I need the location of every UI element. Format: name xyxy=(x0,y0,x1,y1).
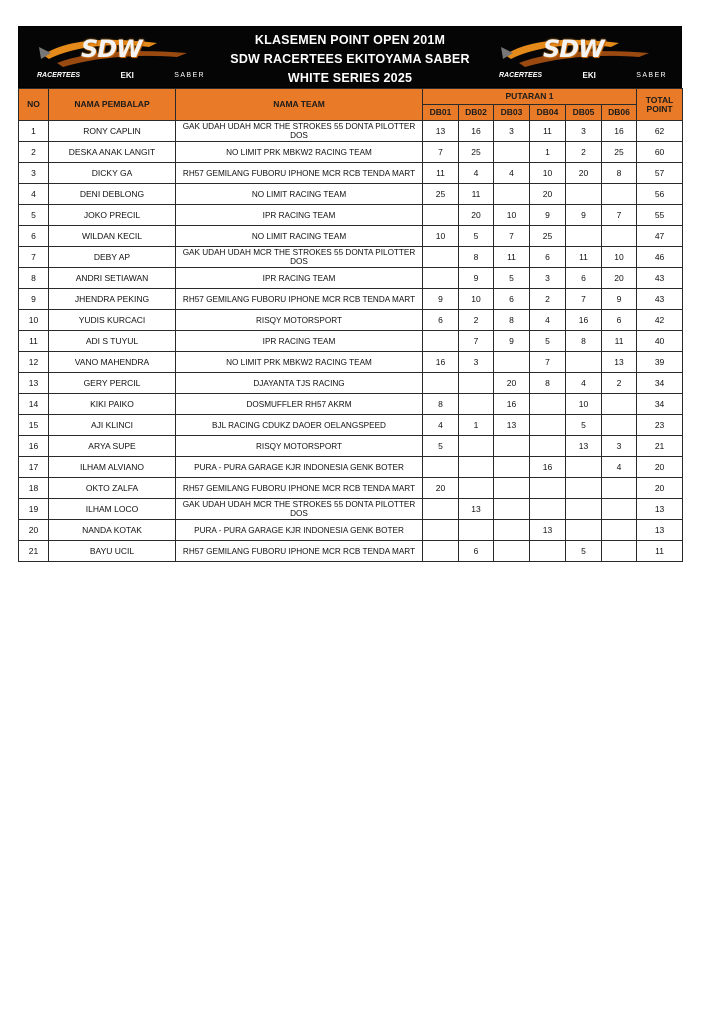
table-row xyxy=(19,352,683,373)
cell-total: 13 xyxy=(637,499,683,520)
cell-rider: JHENDRA PEKING xyxy=(49,289,176,310)
table-row xyxy=(19,184,683,205)
cell-points-db02: 3 xyxy=(459,352,494,373)
cell-points-db06: 4 xyxy=(602,457,637,478)
cell-points-db06: 11 xyxy=(602,331,637,352)
cell-total: 34 xyxy=(637,373,683,394)
table-row xyxy=(19,478,683,499)
cell-points-db04: 11 xyxy=(530,121,566,142)
cell-total: 43 xyxy=(637,289,683,310)
cell-points-db03 xyxy=(494,142,530,163)
cell-rider: ARYA SUPE xyxy=(49,436,176,457)
cell-rider: RONY CAPLIN xyxy=(49,121,176,142)
cell-team: RISQY MOTORSPORT xyxy=(176,310,423,331)
cell-points-db06 xyxy=(602,478,637,499)
cell-total: 23 xyxy=(637,415,683,436)
cell-points-db04 xyxy=(530,436,566,457)
cell-points-db04: 16 xyxy=(530,457,566,478)
standings-sheet xyxy=(18,26,682,562)
cell-points-db03: 10 xyxy=(494,205,530,226)
cell-points-db02: 25 xyxy=(459,142,494,163)
cell-points-db03 xyxy=(494,520,530,541)
cell-points-db01 xyxy=(423,331,459,352)
cell-rider: DICKY GA xyxy=(49,163,176,184)
cell-points-db05: 10 xyxy=(566,394,602,415)
cell-points-db02: 16 xyxy=(459,121,494,142)
cell-points-db03 xyxy=(494,541,530,562)
cell-points-db04: 4 xyxy=(530,310,566,331)
cell-points-db02: 2 xyxy=(459,310,494,331)
cell-no: 19 xyxy=(19,499,49,520)
table-row xyxy=(19,415,683,436)
cell-points-db05: 20 xyxy=(566,163,602,184)
cell-team: PURA - PURA GARAGE KJR INDONESIA GENK BOTER xyxy=(176,457,423,478)
cell-total: 20 xyxy=(637,478,683,499)
cell-rider: DEBY AP xyxy=(49,247,176,268)
cell-points-db01 xyxy=(423,373,459,394)
total-label-line2: POINT xyxy=(646,103,673,114)
cell-points-db04: 10 xyxy=(530,163,566,184)
table-row xyxy=(19,163,683,184)
cell-total: 55 xyxy=(637,205,683,226)
cell-points-db06 xyxy=(602,541,637,562)
eki-logo: EKI xyxy=(120,70,134,80)
cell-points-db04: 2 xyxy=(530,289,566,310)
table-row xyxy=(19,247,683,268)
cell-total: 57 xyxy=(637,163,683,184)
cell-points-db02 xyxy=(459,478,494,499)
cell-points-db01: 13 xyxy=(423,121,459,142)
cell-team: RH57 GEMILANG FUBORU IPHONE MCR RCB TENDA MART xyxy=(176,163,423,184)
cell-total: 60 xyxy=(637,142,683,163)
cell-team: DOSMUFFLER RH57 AKRM xyxy=(176,394,423,415)
cell-team: RH57 GEMILANG FUBORU IPHONE MCR RCB TENDA MART xyxy=(176,289,423,310)
cell-points-db03 xyxy=(494,478,530,499)
table-row xyxy=(19,331,683,352)
cell-points-db05 xyxy=(566,457,602,478)
cell-points-db01 xyxy=(423,457,459,478)
cell-team: NO LIMIT PRK MBKW2 RACING TEAM xyxy=(176,352,423,373)
table-row xyxy=(19,310,683,331)
cell-no: 10 xyxy=(19,310,49,331)
cell-points-db06 xyxy=(602,184,637,205)
cell-no: 2 xyxy=(19,142,49,163)
cell-points-db05: 16 xyxy=(566,310,602,331)
cell-points-db03: 4 xyxy=(494,163,530,184)
col-header-race-db01: DB01 xyxy=(423,105,459,121)
cell-points-db02: 8 xyxy=(459,247,494,268)
cell-team: RISQY MOTORSPORT xyxy=(176,436,423,457)
cell-points-db03: 11 xyxy=(494,247,530,268)
cell-no: 20 xyxy=(19,520,49,541)
cell-points-db06: 10 xyxy=(602,247,637,268)
cell-rider: OKTO ZALFA xyxy=(49,478,176,499)
cell-total: 56 xyxy=(637,184,683,205)
cell-points-db03: 16 xyxy=(494,394,530,415)
cell-team: IPR RACING TEAM xyxy=(176,331,423,352)
cell-points-db04 xyxy=(530,541,566,562)
cell-total: 62 xyxy=(637,121,683,142)
cell-points-db03: 7 xyxy=(494,226,530,247)
cell-team: PURA - PURA GARAGE KJR INDONESIA GENK BOTER xyxy=(176,520,423,541)
cell-points-db03 xyxy=(494,352,530,373)
cell-points-db01: 7 xyxy=(423,142,459,163)
cell-points-db05 xyxy=(566,352,602,373)
cell-points-db05: 7 xyxy=(566,289,602,310)
sponsor-row-right xyxy=(499,69,667,81)
cell-rider: NANDA KOTAK xyxy=(49,520,176,541)
cell-rider: GERY PERCIL xyxy=(49,373,176,394)
cell-points-db06: 2 xyxy=(602,373,637,394)
cell-points-db03 xyxy=(494,499,530,520)
cell-no: 14 xyxy=(19,394,49,415)
cell-points-db02: 20 xyxy=(459,205,494,226)
cell-team: RH57 GEMILANG FUBORU IPHONE MCR RCB TENDA MART xyxy=(176,541,423,562)
racertees-logo: RACERTEES xyxy=(499,71,543,79)
cell-rider: AJI KLINCI xyxy=(49,415,176,436)
cell-points-db06: 8 xyxy=(602,163,637,184)
cell-points-db06: 13 xyxy=(602,352,637,373)
cell-points-db04: 1 xyxy=(530,142,566,163)
cell-points-db01: 20 xyxy=(423,478,459,499)
cell-points-db01 xyxy=(423,520,459,541)
cell-points-db06: 16 xyxy=(602,121,637,142)
cell-points-db02: 5 xyxy=(459,226,494,247)
cell-total: 40 xyxy=(637,331,683,352)
cell-points-db05: 13 xyxy=(566,436,602,457)
cell-no: 15 xyxy=(19,415,49,436)
table-row xyxy=(19,142,683,163)
cell-points-db02: 13 xyxy=(459,499,494,520)
table-row xyxy=(19,520,683,541)
cell-rider: DESKA ANAK LANGIT xyxy=(49,142,176,163)
cell-points-db02: 1 xyxy=(459,415,494,436)
col-header-race-db05: DB05 xyxy=(566,105,602,121)
col-header-round: PUTARAN 1 xyxy=(423,89,637,105)
cell-total: 43 xyxy=(637,268,683,289)
table-row xyxy=(19,121,683,142)
col-header-total xyxy=(637,89,683,121)
cell-points-db01: 5 xyxy=(423,436,459,457)
cell-points-db04: 3 xyxy=(530,268,566,289)
cell-points-db04: 20 xyxy=(530,184,566,205)
cell-points-db01: 10 xyxy=(423,226,459,247)
cell-points-db02: 9 xyxy=(459,268,494,289)
cell-points-db02: 4 xyxy=(459,163,494,184)
cell-points-db05: 6 xyxy=(566,268,602,289)
cell-points-db05 xyxy=(566,478,602,499)
cell-no: 21 xyxy=(19,541,49,562)
cell-points-db02 xyxy=(459,520,494,541)
cell-points-db02 xyxy=(459,373,494,394)
cell-rider: BAYU UCIL xyxy=(49,541,176,562)
cell-rider: WILDAN KECIL xyxy=(49,226,176,247)
cell-points-db01: 6 xyxy=(423,310,459,331)
cell-no: 11 xyxy=(19,331,49,352)
col-header-rider: NAMA PEMBALAP xyxy=(49,89,176,121)
cell-team: NO LIMIT RACING TEAM xyxy=(176,184,423,205)
cell-points-db06: 9 xyxy=(602,289,637,310)
col-header-no: NO xyxy=(19,89,49,121)
cell-points-db01: 11 xyxy=(423,163,459,184)
cell-points-db06 xyxy=(602,520,637,541)
cell-points-db01: 16 xyxy=(423,352,459,373)
cell-total: 39 xyxy=(637,352,683,373)
title-line-2: SDW RACERTEES EKITOYAMA SABER xyxy=(230,52,470,66)
table-row xyxy=(19,541,683,562)
cell-points-db06 xyxy=(602,499,637,520)
cell-no: 18 xyxy=(19,478,49,499)
col-header-race-db06: DB06 xyxy=(602,105,637,121)
cell-points-db04: 6 xyxy=(530,247,566,268)
cell-points-db03: 20 xyxy=(494,373,530,394)
saber-logo: SABER xyxy=(174,71,205,79)
table-row xyxy=(19,394,683,415)
cell-total: 34 xyxy=(637,394,683,415)
cell-team: IPR RACING TEAM xyxy=(176,268,423,289)
cell-points-db01: 25 xyxy=(423,184,459,205)
cell-points-db01: 8 xyxy=(423,394,459,415)
cell-points-db03: 13 xyxy=(494,415,530,436)
cell-points-db06: 6 xyxy=(602,310,637,331)
cell-team: NO LIMIT PRK MBKW2 RACING TEAM xyxy=(176,142,423,163)
table-row xyxy=(19,205,683,226)
cell-no: 3 xyxy=(19,163,49,184)
cell-points-db05: 11 xyxy=(566,247,602,268)
standings-body xyxy=(19,121,683,562)
cell-points-db02 xyxy=(459,394,494,415)
cell-points-db05: 4 xyxy=(566,373,602,394)
saber-logo: SABER xyxy=(636,71,667,79)
cell-points-db05 xyxy=(566,184,602,205)
cell-total: 42 xyxy=(637,310,683,331)
title-line-1: KLASEMEN POINT OPEN 201M xyxy=(254,33,446,47)
cell-points-db06: 25 xyxy=(602,142,637,163)
racertees-logo: RACERTEES xyxy=(37,71,81,79)
cell-points-db06 xyxy=(602,415,637,436)
cell-points-db02: 11 xyxy=(459,184,494,205)
sdw-logo-right xyxy=(499,33,667,83)
cell-points-db04: 8 xyxy=(530,373,566,394)
cell-no: 12 xyxy=(19,352,49,373)
cell-rider: ANDRI SETIAWAN xyxy=(49,268,176,289)
sdw-wordmark-left: SDW xyxy=(81,35,142,63)
cell-points-db04 xyxy=(530,415,566,436)
cell-total: 47 xyxy=(637,226,683,247)
cell-no: 4 xyxy=(19,184,49,205)
cell-points-db01: 9 xyxy=(423,289,459,310)
cell-points-db04 xyxy=(530,394,566,415)
cell-team: GAK UDAH UDAH MCR THE STROKES 55 DONTA PILOTTER DOS xyxy=(176,499,423,520)
cell-team: GAK UDAH UDAH MCR THE STROKES 55 DONTA PILOTTER DOS xyxy=(176,247,423,268)
cell-points-db01: 4 xyxy=(423,415,459,436)
cell-points-db04: 9 xyxy=(530,205,566,226)
cell-points-db05: 2 xyxy=(566,142,602,163)
cell-points-db05 xyxy=(566,520,602,541)
cell-points-db02: 6 xyxy=(459,541,494,562)
cell-team: DJAYANTA TJS RACING xyxy=(176,373,423,394)
cell-points-db01 xyxy=(423,205,459,226)
cell-points-db02: 10 xyxy=(459,289,494,310)
cell-points-db04: 5 xyxy=(530,331,566,352)
col-header-race-db04: DB04 xyxy=(530,105,566,121)
cell-total: 21 xyxy=(637,436,683,457)
cell-points-db03 xyxy=(494,457,530,478)
cell-total: 13 xyxy=(637,520,683,541)
table-row xyxy=(19,289,683,310)
cell-points-db03 xyxy=(494,184,530,205)
cell-no: 16 xyxy=(19,436,49,457)
cell-points-db05: 8 xyxy=(566,331,602,352)
eki-logo: EKI xyxy=(582,70,596,80)
col-header-race-db02: DB02 xyxy=(459,105,494,121)
table-row xyxy=(19,499,683,520)
cell-rider: ILHAM ALVIANO xyxy=(49,457,176,478)
cell-team: GAK UDAH UDAH MCR THE STROKES 55 DONTA PILOTTER DOS xyxy=(176,121,423,142)
cell-points-db01 xyxy=(423,499,459,520)
cell-points-db04: 25 xyxy=(530,226,566,247)
cell-no: 6 xyxy=(19,226,49,247)
cell-points-db05: 5 xyxy=(566,541,602,562)
col-header-team: NAMA TEAM xyxy=(176,89,423,121)
cell-rider: JOKO PRECIL xyxy=(49,205,176,226)
cell-points-db04 xyxy=(530,478,566,499)
cell-points-db02: 7 xyxy=(459,331,494,352)
table-row xyxy=(19,457,683,478)
cell-total: 11 xyxy=(637,541,683,562)
cell-points-db03: 3 xyxy=(494,121,530,142)
cell-points-db03: 5 xyxy=(494,268,530,289)
cell-points-db06: 20 xyxy=(602,268,637,289)
cell-no: 17 xyxy=(19,457,49,478)
cell-points-db03 xyxy=(494,436,530,457)
cell-points-db03: 9 xyxy=(494,331,530,352)
cell-points-db05: 5 xyxy=(566,415,602,436)
sdw-wordmark-right: SDW xyxy=(543,35,604,63)
cell-total: 20 xyxy=(637,457,683,478)
cell-no: 9 xyxy=(19,289,49,310)
cell-team: RH57 GEMILANG FUBORU IPHONE MCR RCB TENDA MART xyxy=(176,478,423,499)
cell-points-db05: 3 xyxy=(566,121,602,142)
cell-rider: DENI DEBLONG xyxy=(49,184,176,205)
cell-points-db04: 13 xyxy=(530,520,566,541)
title-banner xyxy=(18,26,682,88)
cell-points-db01 xyxy=(423,541,459,562)
cell-points-db01 xyxy=(423,268,459,289)
table-row xyxy=(19,373,683,394)
cell-no: 1 xyxy=(19,121,49,142)
cell-total: 46 xyxy=(637,247,683,268)
cell-points-db06: 3 xyxy=(602,436,637,457)
cell-rider: ILHAM LOCO xyxy=(49,499,176,520)
cell-points-db01 xyxy=(423,247,459,268)
total-label-line1: TOTAL xyxy=(645,94,674,105)
table-row xyxy=(19,226,683,247)
standings-table xyxy=(18,88,683,562)
cell-team: IPR RACING TEAM xyxy=(176,205,423,226)
cell-rider: KIKI PAIKO xyxy=(49,394,176,415)
cell-points-db03: 6 xyxy=(494,289,530,310)
cell-points-db06 xyxy=(602,226,637,247)
cell-rider: YUDIS KURCACI xyxy=(49,310,176,331)
cell-no: 8 xyxy=(19,268,49,289)
cell-points-db04: 7 xyxy=(530,352,566,373)
cell-points-db03: 8 xyxy=(494,310,530,331)
cell-rider: VANO MAHENDRA xyxy=(49,352,176,373)
cell-points-db02 xyxy=(459,436,494,457)
cell-no: 13 xyxy=(19,373,49,394)
cell-points-db06: 7 xyxy=(602,205,637,226)
cell-points-db06 xyxy=(602,394,637,415)
cell-rider: ADI S TUYUL xyxy=(49,331,176,352)
table-row xyxy=(19,436,683,457)
cell-team: BJL RACING CDUKZ DAOER OELANGSPEED xyxy=(176,415,423,436)
cell-points-db04 xyxy=(530,499,566,520)
cell-no: 7 xyxy=(19,247,49,268)
cell-points-db02 xyxy=(459,457,494,478)
cell-points-db05: 9 xyxy=(566,205,602,226)
col-header-race-db03: DB03 xyxy=(494,105,530,121)
title-line-3: WHITE SERIES 2025 xyxy=(287,71,413,85)
cell-points-db05 xyxy=(566,499,602,520)
table-row xyxy=(19,268,683,289)
cell-team: NO LIMIT RACING TEAM xyxy=(176,226,423,247)
cell-no: 5 xyxy=(19,205,49,226)
cell-points-db05 xyxy=(566,226,602,247)
